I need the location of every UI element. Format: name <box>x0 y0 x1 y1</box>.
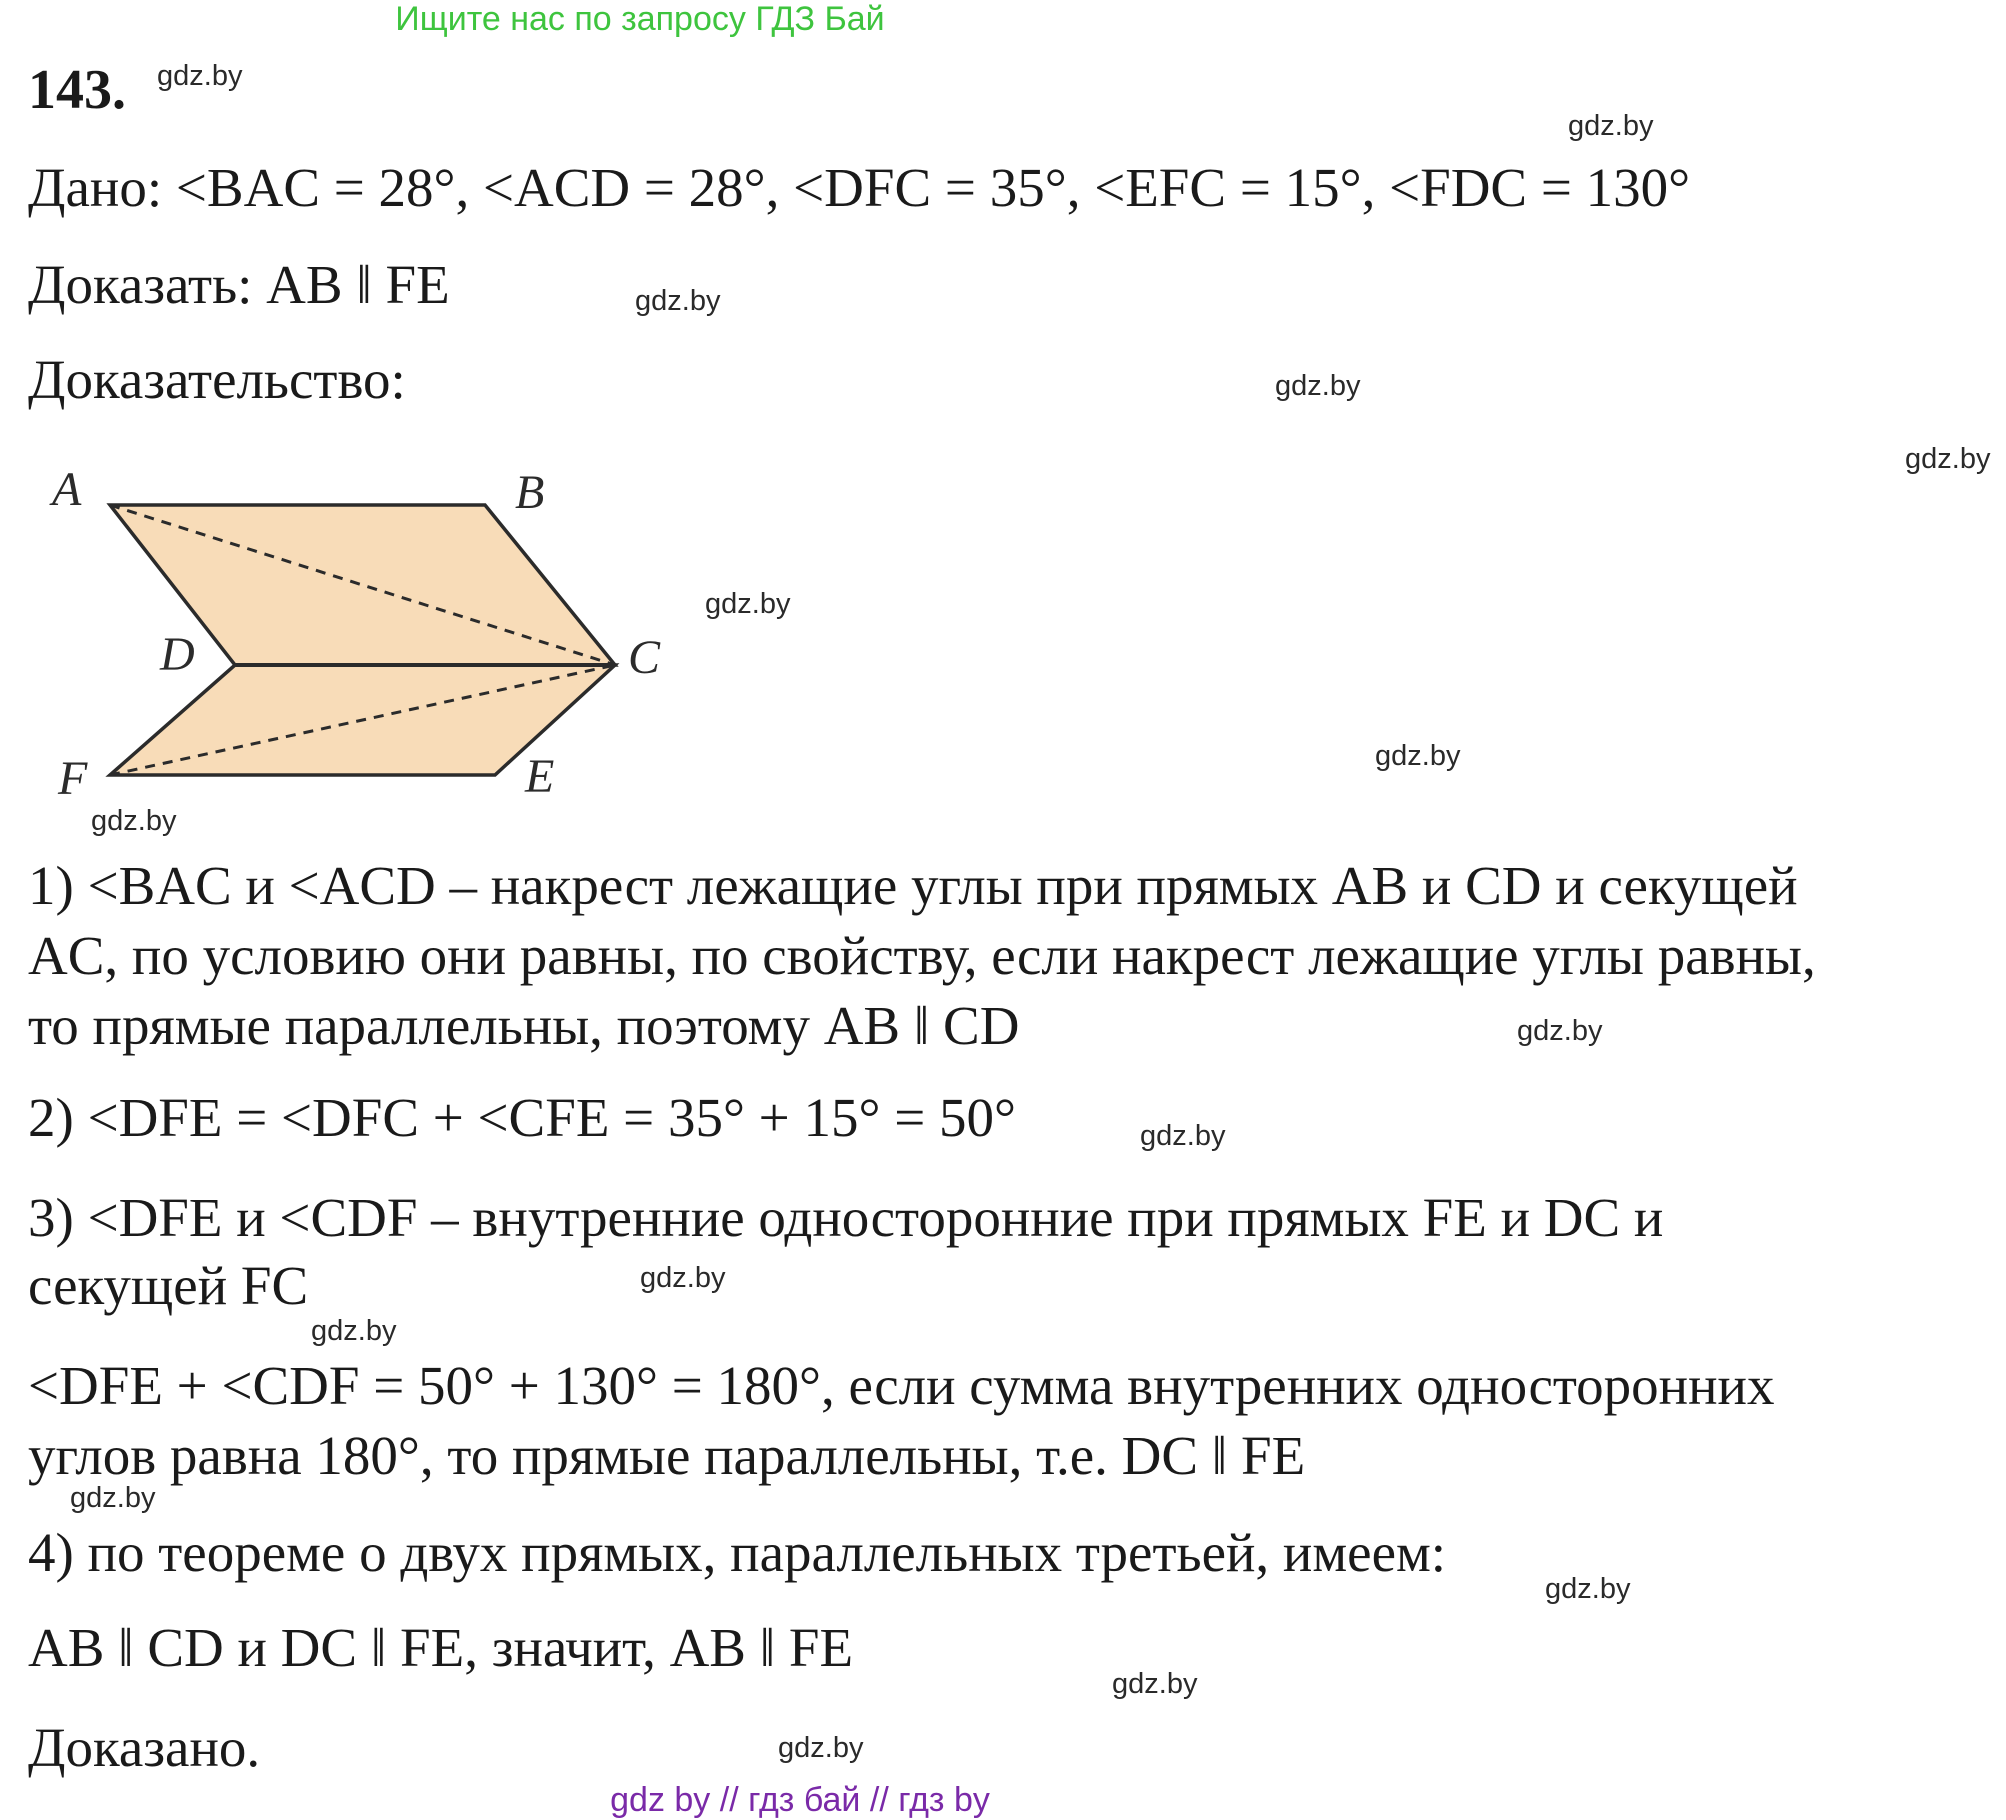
watermark: gdz.by <box>1545 1573 1631 1605</box>
vertex-label-e: E <box>525 750 555 803</box>
watermark: gdz.by <box>1275 370 1361 402</box>
problem-number: 143. <box>28 59 126 121</box>
watermark: gdz.by <box>91 805 177 837</box>
conclusion-line: AB ǁ CD и DC ǁ FE, значит, AB ǁ FE <box>28 1617 854 1678</box>
done-line: Доказано. <box>28 1717 261 1778</box>
watermark: gdz.by <box>1905 443 1991 475</box>
vertex-label-a: A <box>52 470 82 516</box>
watermark: gdz.by <box>1375 740 1461 772</box>
step3b-line1: <DFE + <CDF = 50° + 130° = 180°, если сумма внутренних односторонних <box>28 1355 1775 1416</box>
geometry-figure <box>40 470 700 810</box>
watermark: gdz.by <box>778 1732 864 1764</box>
step1-line3: то прямые параллельны, поэтому AB ǁ CD <box>28 995 1020 1056</box>
watermark: gdz.by <box>1140 1120 1226 1152</box>
search-banner: Ищите нас по запросу ГДЗ Бай <box>395 0 885 38</box>
step4-line: 4) по теореме о двух прямых, параллельных третьей, имеем: <box>28 1522 1447 1583</box>
step3b-line2: углов равна 180°, то прямые параллельны, т.е. DC ǁ FE <box>28 1425 1306 1486</box>
watermark: gdz.by <box>635 285 721 317</box>
step3-line1: 3) <DFE и <CDF – внутренние односторонние при прямых FE и DC и <box>28 1187 1664 1248</box>
proof-heading: Доказательство: <box>28 349 406 410</box>
step3-line2: секущей FC <box>28 1255 309 1316</box>
vertex-label-b: B <box>515 470 545 519</box>
watermark: gdz.by <box>640 1262 726 1294</box>
step1-line1: 1) <BAC и <ACD – накрест лежащие углы при прямых AB и CD и секущей <box>28 855 1798 916</box>
watermark: gdz.by <box>311 1315 397 1347</box>
watermark: gdz.by <box>157 60 243 92</box>
given-line: Дано: <BAC = 28°, <ACD = 28°, <DFC = 35°, <EFC = 15°, <FDC = 130° <box>28 157 1691 218</box>
watermark: gdz.by <box>1517 1015 1603 1047</box>
to-prove-line: Доказать: AB ǁ FE <box>28 254 450 315</box>
vertex-label-f: F <box>58 752 88 805</box>
vertex-label-d: D <box>160 628 195 681</box>
step1-line2: AC, по условию они равны, по свойству, если накрест лежащие углы равны, <box>28 925 1816 986</box>
vertex-label-c: C <box>628 631 661 684</box>
watermark: gdz.by <box>705 588 791 620</box>
step2-line: 2) <DFE = <DFC + <CFE = 35° + 15° = 50° <box>28 1087 1016 1148</box>
watermark: gdz.by <box>1112 1668 1198 1700</box>
watermark: gdz.by <box>70 1482 156 1514</box>
watermark: gdz.by <box>1568 110 1654 142</box>
footer-links: gdz by // гдз бай // гдз by <box>610 1781 990 1819</box>
